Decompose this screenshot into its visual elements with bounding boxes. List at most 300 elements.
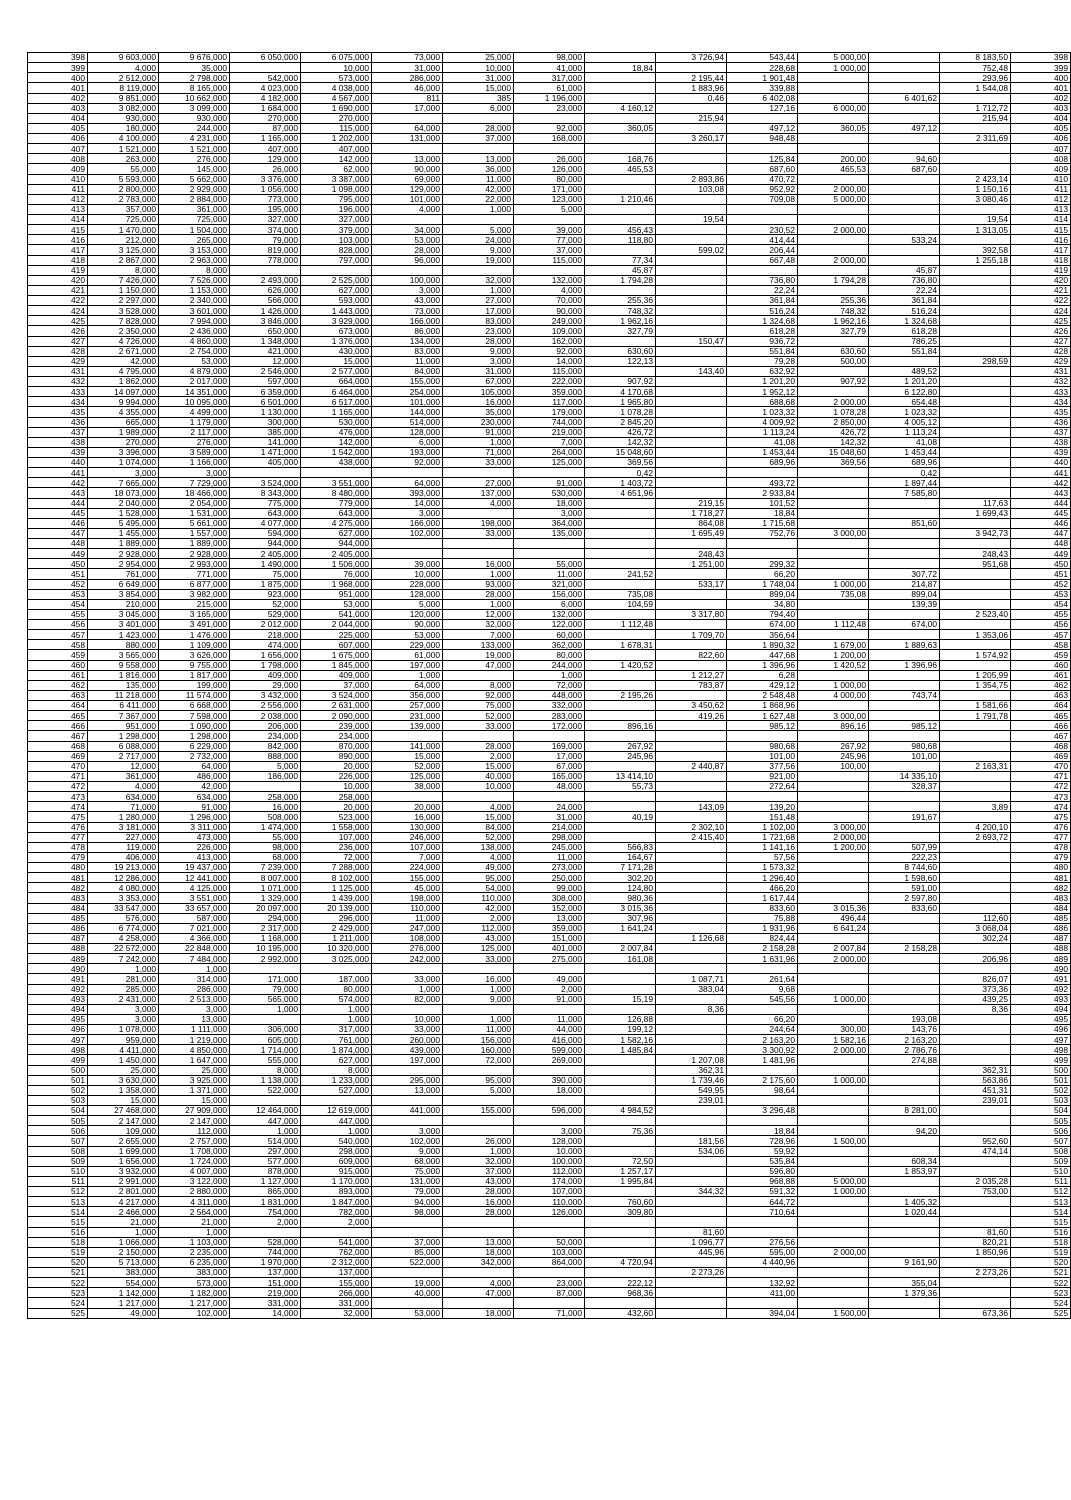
table-cell: 4 720,94 <box>585 1257 656 1267</box>
table-row <box>28 326 1071 336</box>
table-cell: 1 000,00 <box>798 1075 869 1085</box>
table-cell: 460 <box>1011 660 1071 670</box>
table-cell: 273,000 <box>514 863 585 873</box>
table-cell <box>798 539 869 549</box>
table-cell <box>443 1116 514 1126</box>
table-cell: 951,000 <box>88 721 159 731</box>
table-cell <box>940 235 1011 245</box>
table-cell <box>869 549 940 559</box>
table-cell: 516,24 <box>727 306 798 316</box>
table-cell: 84,000 <box>372 366 443 376</box>
table-cell <box>798 1085 869 1095</box>
table-cell: 3 353,000 <box>88 893 159 903</box>
table-cell <box>798 782 869 792</box>
table-cell: 66,20 <box>727 1014 798 1024</box>
table-cell: 7 288,000 <box>301 863 372 873</box>
table-cell: 4 366,000 <box>159 933 230 943</box>
table-cell <box>372 265 443 275</box>
table-cell: 522 <box>28 1278 88 1288</box>
table-cell: 736,80 <box>727 275 798 285</box>
table-cell: 75,000 <box>372 1166 443 1176</box>
table-cell: 52,000 <box>372 761 443 771</box>
table-cell: 179,000 <box>514 407 585 417</box>
table-cell: 1 066,000 <box>88 1237 159 1247</box>
table-cell: 1 112,48 <box>585 620 656 630</box>
table-cell <box>656 164 727 174</box>
table-cell: 401,000 <box>514 944 585 954</box>
table-cell: 466 <box>28 721 88 731</box>
table-cell: 8,000 <box>443 680 514 690</box>
table-row <box>28 235 1071 245</box>
table-cell <box>940 1014 1011 1024</box>
table-cell: 710,64 <box>727 1207 798 1217</box>
table-cell <box>869 670 940 680</box>
table-cell <box>798 873 869 883</box>
table-cell: 13,000 <box>372 1085 443 1095</box>
table-cell: 980,36 <box>585 893 656 903</box>
table-cell: 72,000 <box>443 1055 514 1065</box>
table-cell: 3 601,000 <box>159 306 230 316</box>
table-cell: 1 233,000 <box>301 1075 372 1085</box>
table-cell: 1 000,00 <box>798 680 869 690</box>
table-cell: 2 000,00 <box>798 1247 869 1257</box>
table-cell: 155,000 <box>372 377 443 387</box>
table-cell: 12,000 <box>88 761 159 771</box>
table-cell: 462 <box>28 680 88 690</box>
table-cell: 1 056,000 <box>230 184 301 194</box>
table-cell: 134,000 <box>372 336 443 346</box>
table-cell: 32,000 <box>443 275 514 285</box>
table-cell: 811 <box>372 93 443 103</box>
table-cell: 522 <box>1011 1278 1071 1288</box>
table-cell: 1,000 <box>443 437 514 447</box>
table-cell: 92,000 <box>372 458 443 468</box>
table-cell: 534,06 <box>656 1146 727 1156</box>
table-cell: 1 450,000 <box>88 1055 159 1065</box>
table-cell <box>656 1116 727 1126</box>
table-cell: 32,000 <box>301 1308 372 1318</box>
table-cell: 1 138,000 <box>230 1075 301 1085</box>
table-cell <box>585 974 656 984</box>
table-cell: 1 714,000 <box>230 1045 301 1055</box>
table-cell: 915,000 <box>301 1166 372 1176</box>
table-cell: 3 000,00 <box>798 711 869 721</box>
table-cell: 540,000 <box>301 1136 372 1146</box>
table-cell: 421 <box>28 285 88 295</box>
table-cell <box>656 275 727 285</box>
table-cell: 130,000 <box>372 822 443 832</box>
table-cell: 80,000 <box>514 174 585 184</box>
table-cell <box>443 549 514 559</box>
table-cell <box>656 194 727 204</box>
table-cell: 404 <box>1011 113 1071 123</box>
table-cell: 7 239,000 <box>230 863 301 873</box>
table-cell <box>727 964 798 974</box>
table-cell: 2,000 <box>443 751 514 761</box>
table-cell: 4 726,000 <box>88 336 159 346</box>
table-cell: 475 <box>28 812 88 822</box>
table-cell: 137,000 <box>301 1268 372 1278</box>
table-cell <box>798 1004 869 1014</box>
table-cell: 10,000 <box>301 782 372 792</box>
table-cell <box>585 1237 656 1247</box>
table-cell: 593,000 <box>301 296 372 306</box>
table-cell <box>585 366 656 376</box>
table-cell <box>940 397 1011 407</box>
table-cell: 12,000 <box>443 609 514 619</box>
table-cell: 61,000 <box>514 83 585 93</box>
table-cell: 139,000 <box>372 721 443 731</box>
table-cell: 4 311,000 <box>159 1197 230 1207</box>
table-cell <box>656 1288 727 1298</box>
table-cell: 743,74 <box>869 690 940 700</box>
table-cell: 458 <box>1011 640 1071 650</box>
table-cell: 980,68 <box>727 741 798 751</box>
table-cell: 410 <box>28 174 88 184</box>
table-cell: 276,000 <box>372 944 443 954</box>
table-cell: 1 715,68 <box>727 518 798 528</box>
table-cell: 28,000 <box>372 245 443 255</box>
table-cell: 496 <box>28 1025 88 1035</box>
table-cell <box>443 792 514 802</box>
table-cell: 424 <box>1011 306 1071 316</box>
table-cell: 155,000 <box>372 873 443 883</box>
table-cell <box>798 1055 869 1065</box>
table-cell: 3 854,000 <box>88 589 159 599</box>
table-cell: 1 521,000 <box>159 144 230 154</box>
table-cell: 19 213,000 <box>88 863 159 873</box>
table-cell <box>656 863 727 873</box>
table-cell <box>514 792 585 802</box>
table-cell <box>443 113 514 123</box>
table-cell: 295,000 <box>372 1075 443 1085</box>
table-cell: 1 889,000 <box>88 539 159 549</box>
table-cell: 1 684,000 <box>230 103 301 113</box>
table-cell: 1 889,000 <box>159 539 230 549</box>
table-cell: 87,000 <box>514 1288 585 1298</box>
table-row <box>28 1156 1071 1166</box>
table-cell: 34,000 <box>372 225 443 235</box>
table-cell: 1 170,000 <box>301 1176 372 1186</box>
table-cell <box>798 1156 869 1166</box>
table-cell: 7 367,000 <box>88 711 159 721</box>
table-cell: 420 <box>28 275 88 285</box>
table-cell <box>798 1268 869 1278</box>
table-cell: 605,000 <box>230 1035 301 1045</box>
table-cell: 2 000,00 <box>798 255 869 265</box>
table-cell <box>514 468 585 478</box>
table-cell: 3 524,000 <box>230 478 301 488</box>
table-cell <box>869 822 940 832</box>
table-cell: 72,000 <box>514 680 585 690</box>
table-row <box>28 93 1071 103</box>
table-cell: 1 000,00 <box>798 994 869 1004</box>
table-cell: 6 088,000 <box>88 741 159 751</box>
table-cell: 3 317,80 <box>656 609 727 619</box>
table-cell: 427 <box>1011 336 1071 346</box>
table-cell: 1 103,000 <box>159 1237 230 1247</box>
table-cell: 1,000 <box>301 1004 372 1014</box>
table-cell: 72,000 <box>301 852 372 862</box>
table-row <box>28 701 1071 711</box>
table-cell: 6 401,62 <box>869 93 940 103</box>
table-row <box>28 1257 1071 1267</box>
table-cell: 413 <box>1011 204 1071 214</box>
table-cell: 102,000 <box>372 1136 443 1146</box>
table-cell: 2 340,000 <box>159 296 230 306</box>
table-cell: 1 901,48 <box>727 73 798 83</box>
table-cell: 514,000 <box>372 417 443 427</box>
table-cell: 523 <box>28 1288 88 1298</box>
table-cell: 15,000 <box>443 761 514 771</box>
table-cell <box>656 842 727 852</box>
table-cell: 255,36 <box>585 296 656 306</box>
table-cell: 2 195,44 <box>656 73 727 83</box>
table-cell: 434 <box>28 397 88 407</box>
table-cell: 551,84 <box>727 346 798 356</box>
table-cell: 18,000 <box>514 498 585 508</box>
table-cell: 451 <box>1011 569 1071 579</box>
table-cell: 1 153,000 <box>159 285 230 295</box>
table-cell: 69,000 <box>372 174 443 184</box>
table-row <box>28 1136 1071 1146</box>
table-cell: 83,000 <box>443 316 514 326</box>
table-cell: 200,00 <box>798 154 869 164</box>
table-cell: 3 630,000 <box>88 1075 159 1085</box>
table-cell <box>798 265 869 275</box>
table-cell: 1,000 <box>443 204 514 214</box>
table-cell: 242,000 <box>372 954 443 964</box>
table-cell: 878,000 <box>230 1166 301 1176</box>
table-cell: 267,92 <box>798 741 869 751</box>
table-cell: 1 678,31 <box>585 640 656 650</box>
table-cell: 951,68 <box>940 559 1011 569</box>
table-cell <box>798 113 869 123</box>
table-cell <box>585 518 656 528</box>
table-cell: 2 000,00 <box>798 184 869 194</box>
table-cell: 497 <box>28 1035 88 1045</box>
table-cell <box>940 873 1011 883</box>
table-cell: 951,000 <box>301 589 372 599</box>
table-cell: 298,59 <box>940 356 1011 366</box>
table-cell: 12 464,000 <box>230 1106 301 1116</box>
table-cell <box>798 599 869 609</box>
table-row <box>28 478 1071 488</box>
table-cell: 522,000 <box>230 1085 301 1095</box>
meter-readings-table <box>27 52 1071 1319</box>
table-cell: 449 <box>1011 549 1071 559</box>
table-cell: 4,000 <box>443 498 514 508</box>
table-cell: 454 <box>1011 599 1071 609</box>
table-cell: 408 <box>1011 154 1071 164</box>
table-cell: 8 343,000 <box>230 488 301 498</box>
table-cell <box>656 1166 727 1176</box>
table-cell <box>798 1166 869 1176</box>
table-cell: 27 468,000 <box>88 1106 159 1116</box>
table-cell: 4 651,96 <box>585 488 656 498</box>
table-cell: 455 <box>1011 609 1071 619</box>
table-cell: 373,36 <box>940 984 1011 994</box>
table-cell <box>798 1116 869 1126</box>
table-cell <box>940 792 1011 802</box>
table-row <box>28 842 1071 852</box>
table-cell: 36,000 <box>443 164 514 174</box>
table-cell: 239,01 <box>656 1095 727 1105</box>
table-cell <box>656 387 727 397</box>
table-cell <box>230 265 301 275</box>
table-cell: 563,86 <box>940 1075 1011 1085</box>
table-cell: 385 <box>443 93 514 103</box>
table-cell: 2 783,000 <box>88 194 159 204</box>
table-cell: 108,000 <box>372 933 443 943</box>
table-cell: 23,000 <box>443 326 514 336</box>
table-row <box>28 1146 1071 1156</box>
table-cell: 14 351,000 <box>159 387 230 397</box>
table-cell: 1 724,000 <box>159 1156 230 1166</box>
table-cell <box>940 842 1011 852</box>
table-cell: 1 453,44 <box>869 447 940 457</box>
table-cell: 5 593,000 <box>88 174 159 184</box>
table-cell: 441,000 <box>372 1106 443 1116</box>
table-cell: 1,000 <box>301 1126 372 1136</box>
table-cell: 2 880,000 <box>159 1187 230 1197</box>
table-cell: 483 <box>1011 893 1071 903</box>
table-row <box>28 1247 1071 1257</box>
table-cell: 73,000 <box>372 306 443 316</box>
table-cell <box>514 1095 585 1105</box>
table-cell: 361,84 <box>727 296 798 306</box>
table-cell: 899,04 <box>727 589 798 599</box>
table-cell <box>940 1298 1011 1308</box>
table-cell: 308,000 <box>514 893 585 903</box>
table-cell <box>301 1227 372 1237</box>
table-cell: 1 403,72 <box>585 478 656 488</box>
table-cell <box>798 1146 869 1156</box>
table-row <box>28 549 1071 559</box>
table-cell: 744,000 <box>230 1247 301 1257</box>
table-cell <box>940 539 1011 549</box>
table-cell: 276,000 <box>159 437 230 447</box>
table-cell: 1 557,000 <box>159 528 230 538</box>
table-cell <box>656 356 727 366</box>
table-cell <box>585 83 656 93</box>
table-cell: 4 860,000 <box>159 336 230 346</box>
table-cell <box>443 215 514 225</box>
table-cell: 59,92 <box>727 1146 798 1156</box>
table-cell: 7 242,000 <box>88 954 159 964</box>
table-cell: 10,000 <box>301 63 372 73</box>
table-cell: 438 <box>1011 437 1071 447</box>
table-cell: 6 517,000 <box>301 397 372 407</box>
table-cell <box>869 1187 940 1197</box>
table-cell: 2,000 <box>514 984 585 994</box>
table-row <box>28 1207 1071 1217</box>
table-cell: 126,000 <box>514 1207 585 1217</box>
table-cell <box>372 792 443 802</box>
table-cell: 1 207,08 <box>656 1055 727 1065</box>
table-cell: 91,000 <box>514 478 585 488</box>
table-cell <box>798 569 869 579</box>
table-cell: 31,000 <box>514 812 585 822</box>
table-cell: 102,000 <box>372 528 443 538</box>
table-cell: 535,84 <box>727 1156 798 1166</box>
table-cell: 0,42 <box>585 468 656 478</box>
table-cell: 222,12 <box>585 1278 656 1288</box>
table-cell: 16,000 <box>443 397 514 407</box>
table-cell: 414 <box>1011 215 1071 225</box>
table-cell: 1 020,44 <box>869 1207 940 1217</box>
table-cell: 226,000 <box>301 771 372 781</box>
table-cell: 728,96 <box>727 1136 798 1146</box>
table-cell: 489,52 <box>869 366 940 376</box>
table-cell: 7 585,80 <box>869 488 940 498</box>
table-cell: 100,000 <box>372 275 443 285</box>
table-cell <box>656 792 727 802</box>
table-row <box>28 994 1071 1004</box>
table-cell <box>585 184 656 194</box>
table-cell: 417 <box>1011 245 1071 255</box>
table-cell <box>656 1035 727 1045</box>
table-cell: 422 <box>28 296 88 306</box>
table-cell: 3 165,000 <box>159 609 230 619</box>
table-cell: 2 513,000 <box>159 994 230 1004</box>
table-row <box>28 377 1071 387</box>
table-cell: 43,000 <box>443 933 514 943</box>
table-cell: 22,000 <box>443 194 514 204</box>
table-cell <box>940 154 1011 164</box>
table-cell <box>869 113 940 123</box>
table-cell: 432 <box>28 377 88 387</box>
table-cell: 257,000 <box>372 701 443 711</box>
table-cell: 22,24 <box>869 285 940 295</box>
table-row <box>28 569 1071 579</box>
table-cell: 3 982,000 <box>159 589 230 599</box>
table-cell: 37,000 <box>372 1237 443 1247</box>
table-cell: 20 097,000 <box>230 903 301 913</box>
table-row <box>28 933 1071 943</box>
table-cell: 456 <box>1011 620 1071 630</box>
table-row <box>28 427 1071 437</box>
table-cell <box>443 1268 514 1278</box>
table-cell <box>585 680 656 690</box>
table-cell: 2 693,72 <box>940 832 1011 842</box>
table-cell: 26,000 <box>443 1136 514 1146</box>
table-cell: 1 481,96 <box>727 1055 798 1065</box>
table-cell: 18,84 <box>585 63 656 73</box>
table-row <box>28 711 1071 721</box>
table-cell: 54,000 <box>443 883 514 893</box>
table-cell: 1 794,28 <box>798 275 869 285</box>
table-cell: 634,000 <box>159 792 230 802</box>
table-row <box>28 144 1071 154</box>
table-row <box>28 366 1071 376</box>
table-cell: 138,000 <box>443 842 514 852</box>
table-cell: 33,000 <box>443 954 514 964</box>
table-row <box>28 296 1071 306</box>
table-cell: 429,12 <box>727 680 798 690</box>
table-cell: 507,99 <box>869 842 940 852</box>
table-cell <box>656 488 727 498</box>
table-cell <box>585 579 656 589</box>
table-cell <box>869 498 940 508</box>
table-cell: 1 150,000 <box>88 285 159 295</box>
table-cell <box>798 893 869 903</box>
table-row <box>28 1116 1071 1126</box>
table-row <box>28 1217 1071 1227</box>
table-cell: 1 883,96 <box>656 83 727 93</box>
table-cell: 450 <box>28 559 88 569</box>
table-cell: 13,000 <box>514 913 585 923</box>
